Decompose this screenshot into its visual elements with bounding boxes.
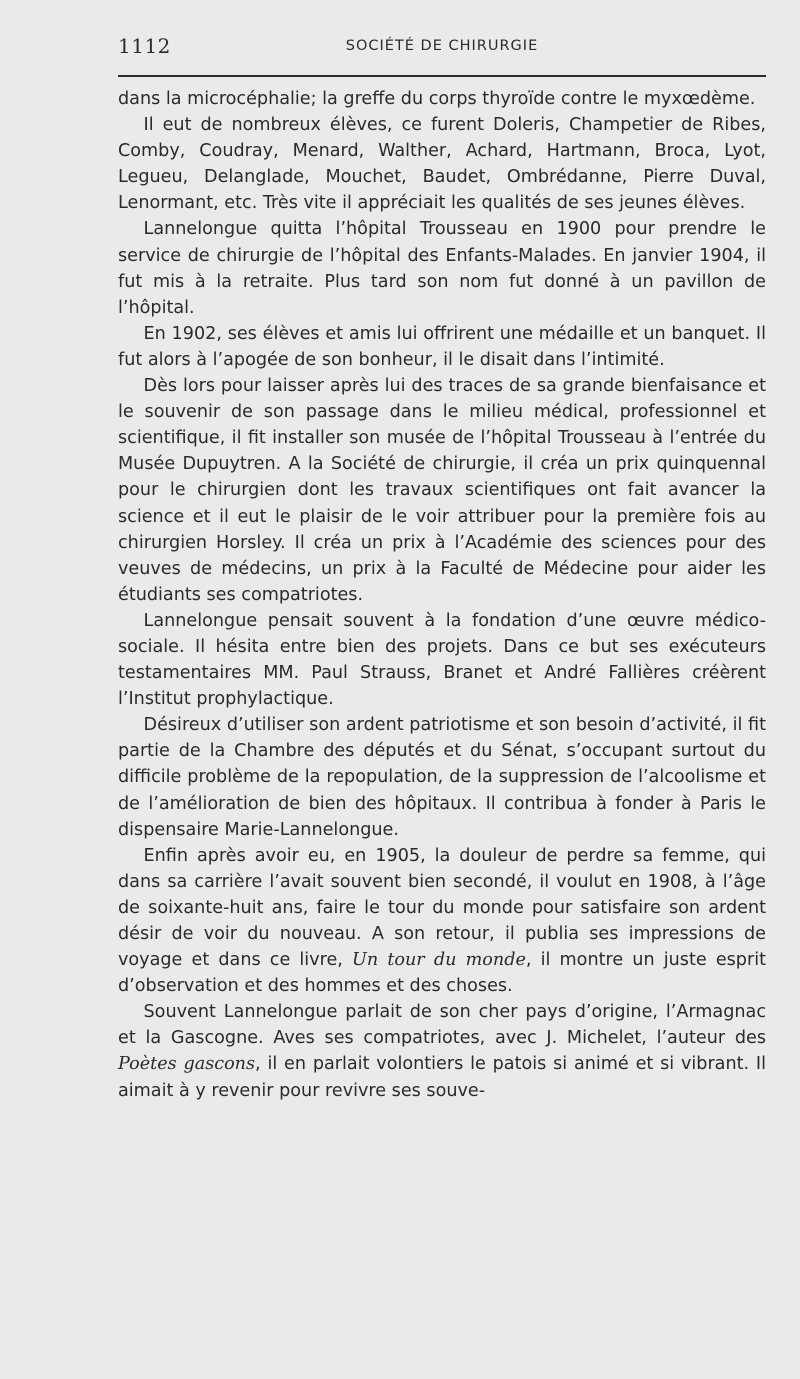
paragraph-8-text-after: , il montre un juste esprit d’observation et des hommes et des choses. bbox=[118, 950, 766, 997]
paragraph-4: En 1902, ses élèves et amis lui offrirent une médaille et un banquet. Il fut alors à l’apogée de son bonheur, il le disait dans l’intimité. bbox=[118, 323, 766, 370]
paragraph-8 bbox=[118, 843, 766, 1000]
page-number: 1112 bbox=[118, 34, 171, 58]
paragraph-8-text-before: Enfin après avoir eu, en 1905, la douleur de perdre sa femme, qui dans sa carrière l’avait souvent bien secondé, il voulut en 1908, à l’âge de soixante-huit ans, faire le tour du monde pour satisfaire son ardent désir de voir du nouveau. A son retour, il publia ses impressions de voyage et dans ce livre, bbox=[118, 845, 766, 971]
header-rule bbox=[118, 75, 766, 77]
paragraph-7: Désireux d’utiliser son ardent patriotisme et son besoin d’activité, il fit partie de la Chambre des députés et du Sénat, s’occupant surtout du difficile problème de la repopulation, de la suppression de l’alcoolisme et de l’amélioration de bien des hôpitaux. Il contribua à fonder à Paris le dispensaire Marie-Lannelongue. bbox=[118, 715, 766, 840]
paragraph-9-text-after: , il en parlait volontiers le patois si animé et si vibrant. Il aimait à y revenir pour revivre ses souve- bbox=[118, 1054, 766, 1101]
paragraph-3: Lannelongue quitta l’hôpital Trousseau en 1900 pour prendre le service de chirurgie de l’hôpital des Enfants-Malades. En janvier 1904, il fut mis à la retraite. Plus tard son nom fut donné à un pavillon de l’hôpital. bbox=[118, 219, 766, 318]
paragraph-5: Dès lors pour laisser après lui des traces de sa grande bienfaisance et le souvenir de son passage dans le milieu médical, professionnel et scientifique, il fit installer son musée de l’hôpital Trousseau à l’entrée du Musée Dupuytren. A la Société de chirurgie, il créa un prix quinquennal pour le chirurgien dont les travaux scientifiques ont fait avancer la science et il eut le plaisir de le voir attribuer pour la première fois au chirurgien Horsley. Il créa un prix à l’Académie des sciences pour des veuves de médecins, un prix à la Faculté de Médecine pour aider les étudiants ses compatriotes. bbox=[118, 376, 766, 605]
paragraph-2: Il eut de nombreux élèves, ce furent Doleris, Champetier de Ribes, Comby, Coudray, Menard, Walther, Achard, Hartmann, Broca, Lyot, Legueu, Delanglade, Mouchet, Baudet, Ombrédanne, Pierre Duval, Lenormant, etc. Très vite il appréciait les qualités de ses jeunes élèves. bbox=[118, 115, 766, 214]
paragraph-9-text-before: Souvent Lannelongue parlait de son cher pays d’origine, l’Armagnac et la Gascogne. Aves ses compatriotes, avec J. Michelet, l’auteur des bbox=[118, 1002, 766, 1049]
page-header bbox=[118, 34, 766, 60]
paragraph-6: Lannelongue pensait souvent à la fondation d’une œuvre médico-sociale. Il hésita entre bien des projets. Dans ce but ses exécuteurs testamentaires MM. Paul Strauss, Branet et André Fallières créèrent l’Institut prophylactique. bbox=[118, 610, 766, 710]
paragraph-1: dans la microcéphalie; la greffe du corps thyroïde contre le myxœdème. bbox=[118, 89, 756, 109]
paragraph-9 bbox=[118, 999, 766, 1103]
body-text bbox=[118, 86, 766, 1104]
book-title-poetes-gascons: Poètes gascons bbox=[118, 1054, 256, 1075]
book-title-un-tour-du-monde: Un tour du monde bbox=[352, 950, 526, 971]
running-title: SOCIÉTÉ DE CHIRURGIE bbox=[345, 38, 539, 54]
